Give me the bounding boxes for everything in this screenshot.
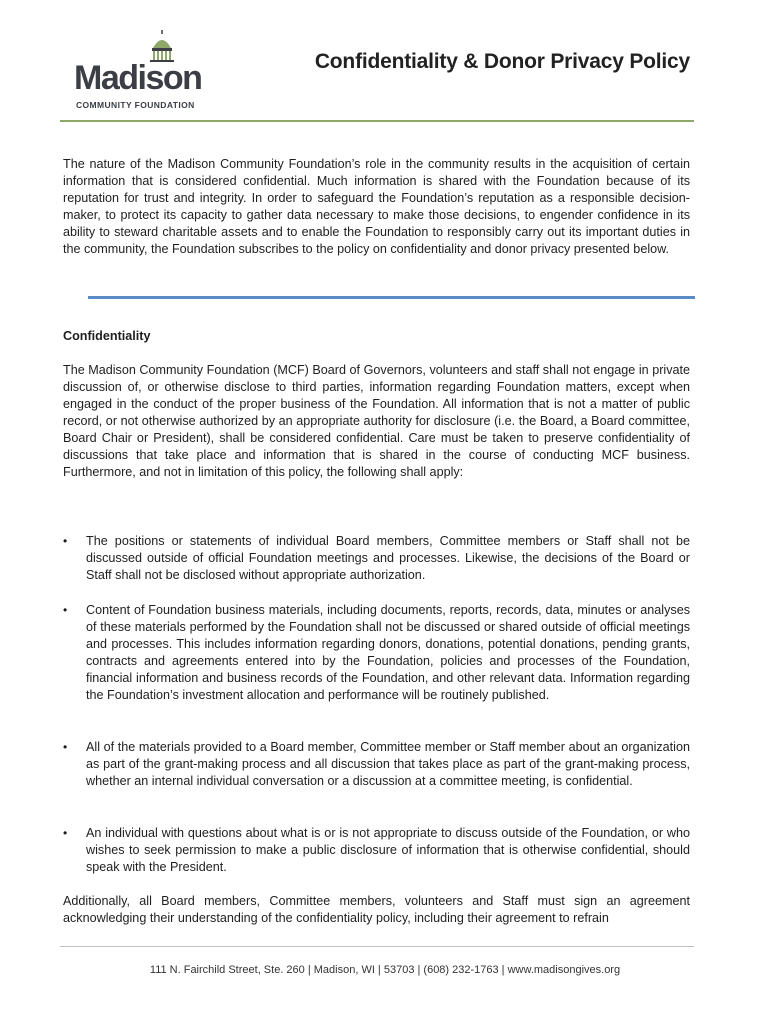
section-divider	[88, 296, 695, 299]
section-body: The Madison Community Foundation (MCF) Board of Governors, volunteers and staff shall not engage in private discussion of, or otherwise disclose to third parties, information regarding Foundation matters, except when engaged in the conduct of the proper business of the Foundation. All information that is not a matter of public record, or not otherwise authorized by an appropriate authority for disclosure (i.e. the Board, a Board committee, Board Chair or President), shall be considered confidential. Care must be taken to preserve confidentiality of discussions that take place and information that is shared in the course of conducting MCF business. Furthermore, and not in limitation of this policy, the following shall apply:	[63, 363, 690, 479]
bullet-icon: •	[63, 740, 68, 754]
bullet-icon: •	[63, 534, 68, 548]
intro-paragraph: The nature of the Madison Community Foundation’s role in the community results in the acquisition of certain information that is considered confidential. Much information is shared with the Foundation because of its reputation for trust and integrity. In order to safeguard the Foundation’s reputation as a responsible decision-maker, to protect its capacity to gather data necessary to make those decisions, to engender confidence in its ability to steward charitable assets and to enable the Foundation to responsibly carry out its important duties in the community, the Foundation subscribes to the policy on confidentiality and donor privacy presented below.	[63, 157, 690, 256]
page-title: Confidentiality & Donor Privacy Policy	[314, 50, 690, 73]
list-item-text: The positions or statements of individual Board members, Committee members or Staff shall not be discussed outside of official Foundation meetings and processes. Likewise, the decisions of the Board or Staff shall not be disclosed without appropriate authorization.	[86, 534, 690, 582]
bullet-icon: •	[63, 603, 68, 617]
header-divider	[60, 120, 694, 122]
footer-contact: 111 N. Fairchild Street, Ste. 260 | Madison, WI | 53703 | (608) 232-1763 | www.madisongives.org	[149, 964, 621, 976]
list-item-text: All of the materials provided to a Board member, Committee member or Staff member about an organization as part of the grant-making process and all discussion that takes place as part of the grant-making process, whether an internal individual conversation or a discussion at a committee meeting, is confidential.	[86, 740, 690, 788]
logo-tagline: COMMUNITY FOUNDATION	[76, 100, 195, 110]
madison-logo	[70, 28, 205, 108]
logo-name: Madison	[74, 59, 202, 97]
list-item-text: An individual with questions about what is or is not appropriate to discuss outside of the Foundation, or who wishes to seek permission to make a public disclosure of information that is otherwise confidential, should speak with the President.	[86, 826, 690, 874]
footer-divider	[60, 946, 694, 947]
closing-paragraph: Additionally, all Board members, Committee members, volunteers and Staff must sign an agreement acknowledging their understanding of the confidentiality policy, including their agreement to refrain	[63, 894, 690, 925]
capitol-dome-icon	[144, 28, 180, 62]
section-heading: Confidentiality	[63, 329, 151, 343]
list-item-text: Content of Foundation business materials, including documents, reports, records, data, minutes or analyses of these materials performed by the Foundation shall not be discussed or shared outside of official meetings and processes. This includes information regarding donors, donations, potential donations, pending grants, contracts and agreements entered into by the Foundation, policies and processes of the Foundation, financial information and business records of the Foundation, and other relevant data. Information regarding the Foundation’s investment allocation and performance will be routinely published.	[86, 603, 690, 702]
bullet-icon: •	[63, 826, 68, 840]
